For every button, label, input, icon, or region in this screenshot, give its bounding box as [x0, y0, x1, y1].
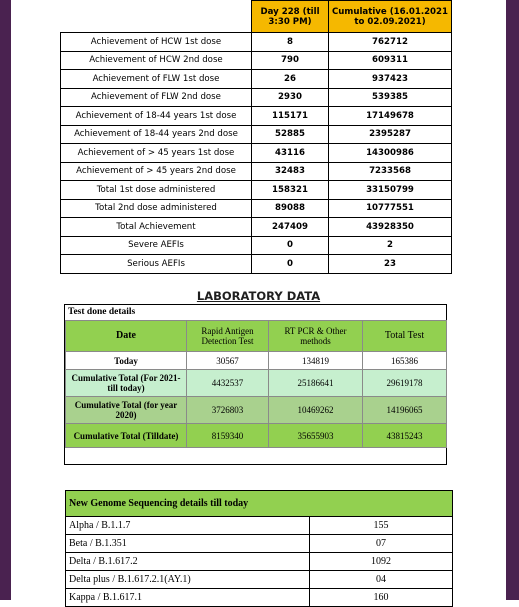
genome-row	[66, 589, 453, 607]
vaccination-row	[61, 236, 452, 255]
laboratory-row-total: 43815243	[363, 424, 447, 448]
vaccination-row-cumulative: 7233568	[329, 162, 452, 181]
vaccination-row	[61, 107, 452, 126]
vaccination-row-label: Severe AEFIs	[61, 236, 252, 255]
vaccination-row-cumulative: 33150799	[329, 181, 452, 200]
vaccination-row-label: Total 1st dose administered	[61, 181, 252, 200]
vaccination-row-label: Achievement of FLW 2nd dose	[61, 88, 252, 107]
genome-row-count: 04	[310, 571, 453, 589]
vaccination-row-day: 0	[252, 255, 329, 274]
vaccination-row-cumulative: 14300986	[329, 144, 452, 163]
laboratory-row-rapid: 8159340	[187, 424, 269, 448]
genome-row-count: 155	[310, 517, 453, 535]
vaccination-header-label	[61, 1, 252, 33]
left-page-border	[0, 0, 11, 600]
laboratory-row-rtpcr: 35655903	[269, 424, 363, 448]
vaccination-row	[61, 181, 452, 200]
vaccination-row	[61, 255, 452, 274]
vaccination-row-day: 2930	[252, 88, 329, 107]
laboratory-header-total: Total Test	[363, 321, 447, 352]
vaccination-header-row	[61, 1, 452, 33]
vaccination-row-cumulative: 17149678	[329, 107, 452, 126]
vaccination-row-day: 52885	[252, 125, 329, 144]
genome-row-variant: Delta plus / B.1.617.2.1(AY.1)	[66, 571, 310, 589]
vaccination-row-label: Achievement of HCW 1st dose	[61, 33, 252, 52]
laboratory-row-rtpcr: 10469262	[269, 397, 363, 424]
vaccination-row	[61, 162, 452, 181]
laboratory-header-rtpcr: RT PCR & Other methods	[269, 321, 363, 352]
laboratory-row-label: Cumulative Total (For 2021- till today)	[66, 370, 187, 397]
vaccination-row-label: Total 2nd dose administered	[61, 199, 252, 218]
laboratory-row	[66, 352, 447, 370]
laboratory-row-label: Today	[66, 352, 187, 370]
vaccination-row-label: Achievement of 18-44 years 2nd dose	[61, 125, 252, 144]
laboratory-row	[66, 397, 447, 424]
vaccination-row-label: Serious AEFIs	[61, 255, 252, 274]
vaccination-table	[60, 0, 452, 274]
vaccination-row-cumulative: 23	[329, 255, 452, 274]
document-page	[11, 0, 506, 603]
laboratory-row	[66, 424, 447, 448]
laboratory-row-rapid: 3726803	[187, 397, 269, 424]
genome-row	[66, 553, 453, 571]
genome-row-count: 07	[310, 535, 453, 553]
vaccination-row-day: 0	[252, 236, 329, 255]
laboratory-header-row	[66, 321, 447, 352]
vaccination-row-day: 26	[252, 70, 329, 89]
vaccination-row	[61, 33, 452, 52]
genome-row-variant: Delta / B.1.617.2	[66, 553, 310, 571]
laboratory-table	[65, 320, 447, 448]
laboratory-caption: Test done details	[68, 307, 136, 317]
vaccination-row-label: Achievement of FLW 1st dose	[61, 70, 252, 89]
vaccination-row	[61, 88, 452, 107]
vaccination-row-day: 8	[252, 33, 329, 52]
genome-title: New Genome Sequencing details till today	[66, 491, 453, 517]
vaccination-row-label: Achievement of > 45 years 2nd dose	[61, 162, 252, 181]
vaccination-row-day: 115171	[252, 107, 329, 126]
genome-row	[66, 535, 453, 553]
vaccination-row-day: 43116	[252, 144, 329, 163]
vaccination-row-cumulative: 2395287	[329, 125, 452, 144]
genome-row	[66, 571, 453, 589]
laboratory-row-rapid: 30567	[187, 352, 269, 370]
genome-row-count: 1092	[310, 553, 453, 571]
laboratory-header-rapid: Rapid Antigen Detection Test	[187, 321, 269, 352]
laboratory-row-rtpcr: 134819	[269, 352, 363, 370]
vaccination-row-cumulative: 43928350	[329, 218, 452, 237]
laboratory-row-label: Cumulative Total (for year 2020)	[66, 397, 187, 424]
vaccination-row-cumulative: 937423	[329, 70, 452, 89]
vaccination-row-label: Achievement of HCW 2nd dose	[61, 51, 252, 70]
laboratory-title: LABORATORY DATA	[196, 289, 321, 303]
vaccination-header-cumulative: Cumulative (16.01.2021 to 02.09.2021)	[329, 1, 452, 33]
genome-row-count: 160	[310, 589, 453, 607]
laboratory-box	[64, 304, 447, 465]
genome-row-variant: Beta / B.1.351	[66, 535, 310, 553]
vaccination-row-cumulative: 539385	[329, 88, 452, 107]
vaccination-row	[61, 199, 452, 218]
laboratory-row-total: 165386	[363, 352, 447, 370]
vaccination-row	[61, 51, 452, 70]
vaccination-row-day: 32483	[252, 162, 329, 181]
laboratory-row-total: 14196065	[363, 397, 447, 424]
laboratory-row-label: Cumulative Total (Tilldate)	[66, 424, 187, 448]
genome-row-variant: Kappa / B.1.617.1	[66, 589, 310, 607]
laboratory-row-rtpcr: 25186641	[269, 370, 363, 397]
vaccination-row	[61, 144, 452, 163]
vaccination-row-day: 158321	[252, 181, 329, 200]
vaccination-row-day: 89088	[252, 199, 329, 218]
vaccination-row-label: Achievement of > 45 years 1st dose	[61, 144, 252, 163]
vaccination-row	[61, 125, 452, 144]
vaccination-row	[61, 70, 452, 89]
genome-row-variant: Alpha / B.1.1.7	[66, 517, 310, 535]
vaccination-row-day: 247409	[252, 218, 329, 237]
vaccination-row-cumulative: 2	[329, 236, 452, 255]
vaccination-row-day: 790	[252, 51, 329, 70]
laboratory-header-date: Date	[66, 321, 187, 352]
vaccination-row-label: Achievement of 18-44 years 1st dose	[61, 107, 252, 126]
laboratory-row-rapid: 4432537	[187, 370, 269, 397]
vaccination-header-day: Day 228 (till 3:30 PM)	[252, 1, 329, 33]
genome-header-row	[66, 491, 453, 517]
laboratory-row-total: 29619178	[363, 370, 447, 397]
vaccination-row	[61, 218, 452, 237]
vaccination-row-label: Total Achievement	[61, 218, 252, 237]
laboratory-row	[66, 370, 447, 397]
vaccination-row-cumulative: 762712	[329, 33, 452, 52]
vaccination-row-cumulative: 10777551	[329, 199, 452, 218]
right-page-border	[506, 0, 519, 600]
genome-row	[66, 517, 453, 535]
genome-table	[65, 490, 453, 607]
vaccination-row-cumulative: 609311	[329, 51, 452, 70]
